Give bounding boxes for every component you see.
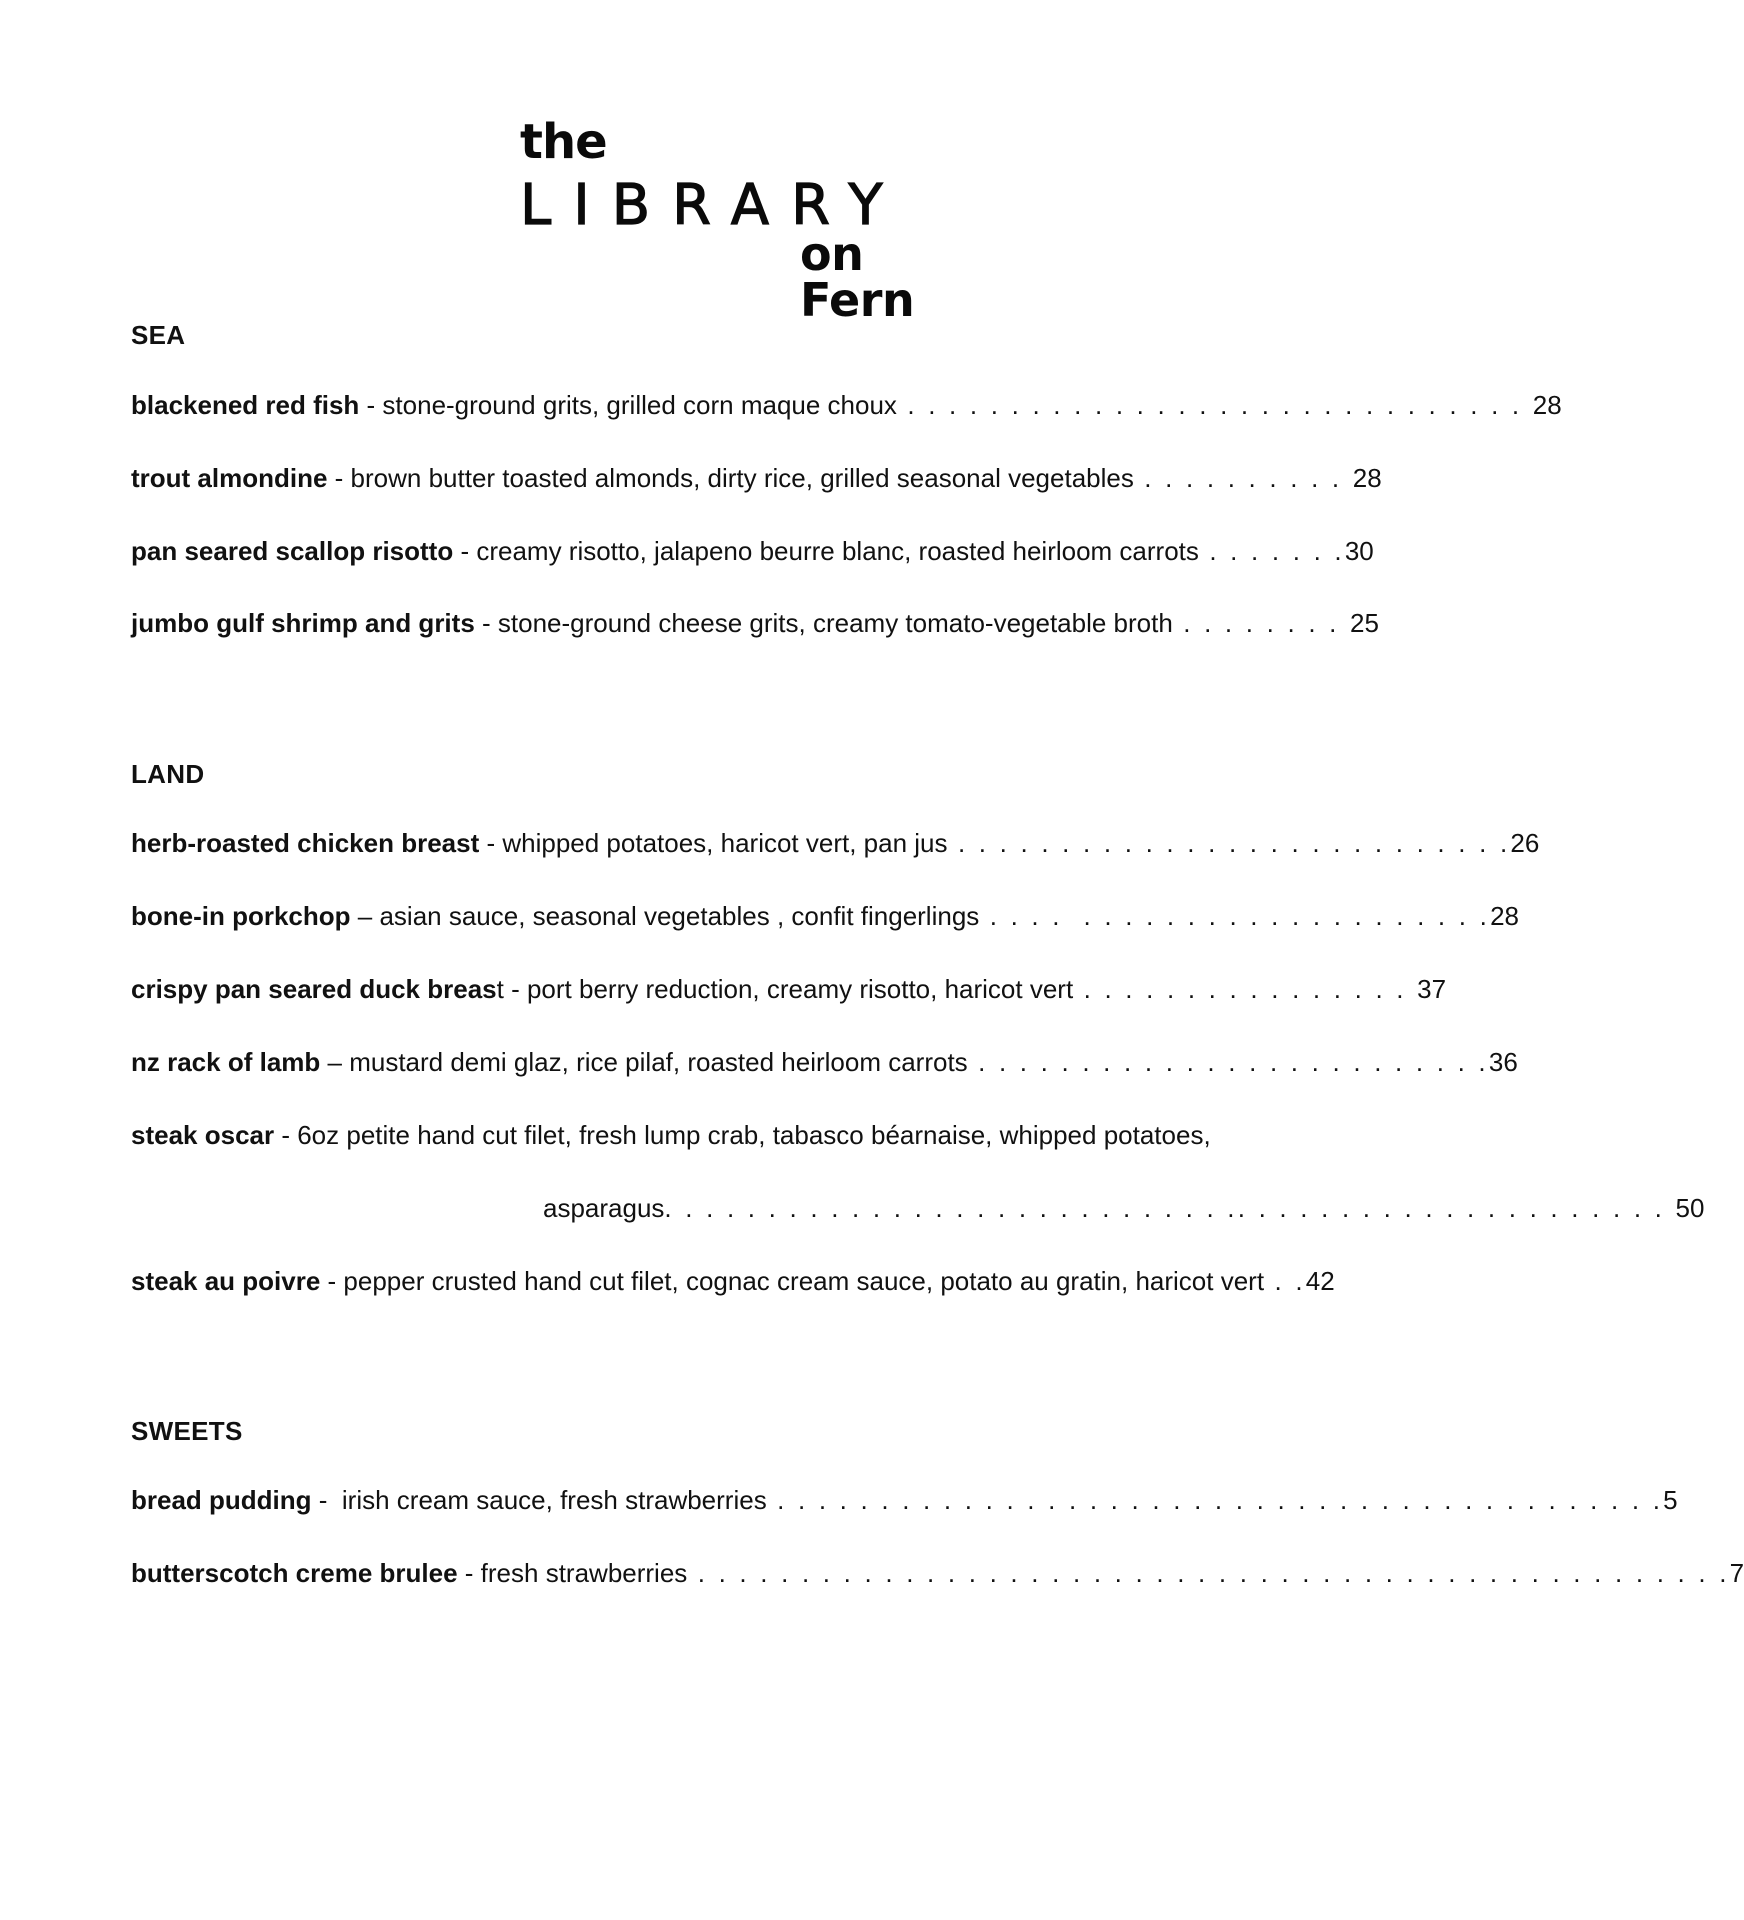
item-price: 28 xyxy=(1532,390,1562,420)
item-name-tail: t xyxy=(496,974,504,1004)
item-separator: - xyxy=(503,974,527,1004)
item-description: stone-ground cheese grits, creamy tomato-vegetable broth xyxy=(497,608,1173,638)
item-name: bread pudding xyxy=(131,1485,312,1515)
item-separator: - xyxy=(457,1558,481,1588)
item-price: 42 xyxy=(1305,1266,1335,1296)
item-separator: - xyxy=(274,1120,298,1150)
item-description: creamy risotto, jalapeno beurre blanc, roasted heirloom carrots xyxy=(476,536,1199,566)
restaurant-logo xyxy=(520,114,980,327)
item-price: 26 xyxy=(1510,828,1540,858)
item-price: 37 xyxy=(1417,974,1447,1004)
item-price: 30 xyxy=(1344,536,1374,566)
item-separator: – xyxy=(320,1047,350,1077)
item-separator: - xyxy=(320,1266,344,1296)
dot-leader: . . . . . . . . . . . . . . . . xyxy=(1073,974,1418,1004)
item-name: blackened red fish xyxy=(131,390,360,420)
item-description: stone-ground grits, grilled corn maque choux xyxy=(382,390,897,420)
menu-item xyxy=(131,1557,1744,1590)
item-name: bone-in porkchop xyxy=(131,901,351,931)
item-description: mustard demi glaz, rice pilaf, roasted heirloom carrots xyxy=(349,1047,968,1077)
menu-item xyxy=(131,1119,1351,1152)
dot-leader: . . xyxy=(1264,1266,1306,1296)
dot-leader: . . . . . . . . . . . . . . . . . . . . . . . . . . . . . . . . . . . . . . . . . . . xyxy=(766,1485,1664,1515)
item-price: 5 xyxy=(1663,1485,1678,1515)
item-description: whipped potatoes, haricot vert, pan jus xyxy=(502,828,948,858)
item-separator: - xyxy=(474,608,498,638)
menu-item xyxy=(131,389,1562,422)
menu-item xyxy=(131,1265,1351,1298)
item-name: herb-roasted chicken breast xyxy=(131,828,480,858)
item-name: nz rack of lamb xyxy=(131,1047,321,1077)
item-price: 25 xyxy=(1350,608,1379,638)
menu-item xyxy=(131,1484,1678,1517)
section-title-land: LAND xyxy=(131,759,205,789)
dot-leader: . . . . . . . . . . . . . . . . . . . . . . . . . . . . . . xyxy=(896,390,1533,420)
item-description: port berry reduction, creamy risotto, haricot vert xyxy=(526,974,1074,1004)
item-price: 36 xyxy=(1488,1047,1518,1077)
item-separator: - xyxy=(311,1485,342,1515)
dot-leader: . . . . . . . . xyxy=(1172,608,1351,638)
dot-leader: . . . . . . . . . . xyxy=(1133,463,1353,493)
item-name: jumbo gulf shrimp and grits xyxy=(131,608,475,638)
menu-item xyxy=(131,973,1447,1006)
menu-item-continuation xyxy=(543,1192,1705,1225)
item-price: 28 xyxy=(1490,901,1519,931)
item-description: irish cream sauce, fresh strawberries xyxy=(341,1485,767,1515)
item-name: trout almondine xyxy=(131,463,328,493)
dot-leader: . . . . . . . . . . . . . . . . . . . . . . . . xyxy=(979,901,1491,931)
item-separator: - xyxy=(327,463,351,493)
dot-leader: . . . . . . . xyxy=(1198,536,1345,566)
item-price: 50 xyxy=(1675,1193,1705,1223)
dot-leader: . . . . . . . . . . . . . . . . . . . . . . . . . . . . . . . . . . . . . . . . . . . . . . . . . . xyxy=(687,1558,1730,1588)
item-separator: - xyxy=(453,536,477,566)
item-name: crispy pan seared duck breas xyxy=(131,974,497,1004)
item-name: pan seared scallop risotto xyxy=(131,536,454,566)
item-price: 7 xyxy=(1729,1558,1744,1588)
menu-item xyxy=(131,535,1374,568)
menu-item xyxy=(131,1046,1518,1079)
item-name: steak oscar xyxy=(131,1120,275,1150)
item-description: fresh strawberries xyxy=(480,1558,688,1588)
menu-item xyxy=(131,462,1382,495)
section-title-sea: SEA xyxy=(131,320,186,350)
menu-item xyxy=(131,607,1379,640)
item-description: 6oz petite hand cut filet, fresh lump crab, tabasco béarnaise, whipped potatoes, xyxy=(297,1120,1211,1150)
section-title-sweets: SWEETS xyxy=(131,1416,243,1446)
item-separator: – xyxy=(350,901,380,931)
item-description: brown butter toasted almonds, dirty rice, grilled seasonal vegetables xyxy=(350,463,1134,493)
item-separator: - xyxy=(479,828,503,858)
dot-leader: . . . . . . . . . . . . . . . . . . . . . . . . . xyxy=(967,1047,1489,1077)
menu-item xyxy=(131,900,1519,933)
logo-library: LIBRARY xyxy=(520,173,905,238)
item-name: butterscotch creme brulee xyxy=(131,1558,458,1588)
menu-item xyxy=(131,827,1540,860)
item-price: 28 xyxy=(1352,463,1382,493)
item-description-continued: asparagus xyxy=(543,1193,665,1223)
item-description: pepper crusted hand cut filet, cognac cream sauce, potato au gratin, haricot vert xyxy=(343,1266,1265,1296)
item-description: asian sauce, seasonal vegetables , confit fingerlings xyxy=(379,901,980,931)
dot-leader: . . . . . . . . . . . . . . . . . . . . . . . . . . . .. . . . . . . . . . . . . . . . . . . . . xyxy=(664,1193,1676,1223)
item-separator: - xyxy=(359,390,383,420)
logo-on-fern: on Fern xyxy=(800,227,915,327)
logo-the: the xyxy=(520,114,607,170)
dot-leader: . . . . . . . . . . . . . . . . . . . . . . . . . . . xyxy=(947,828,1511,858)
item-name: steak au poivre xyxy=(131,1266,321,1296)
